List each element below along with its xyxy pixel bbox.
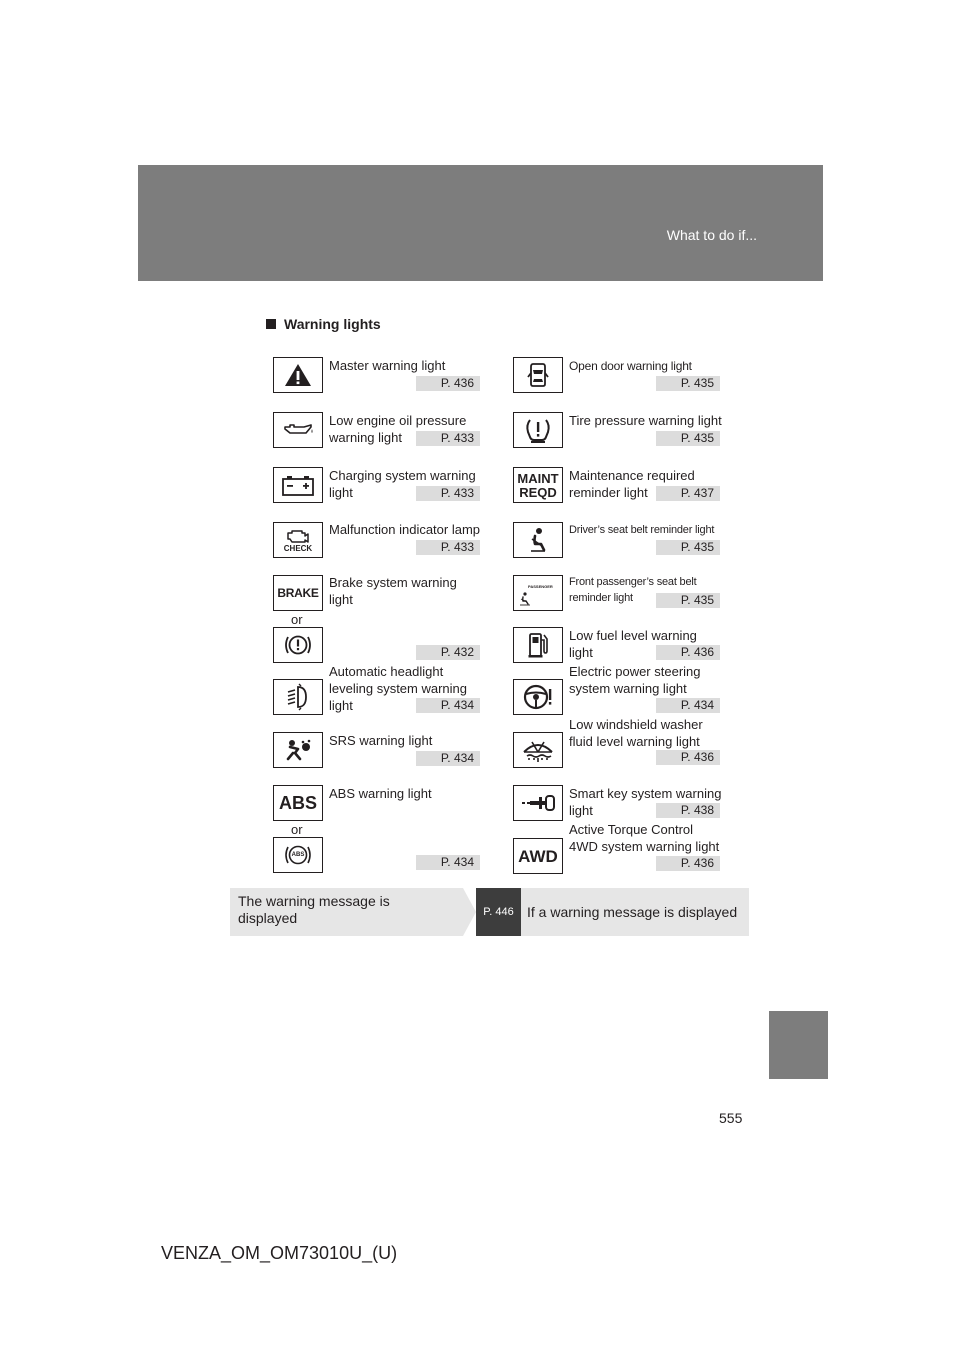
master-warning-triangle-icon: [273, 357, 323, 393]
awd-text-icon: [513, 838, 563, 874]
page-number: 555: [719, 1110, 743, 1126]
passenger-seatbelt-label: Front passenger’s seat belt reminder light: [569, 576, 697, 604]
active-torque-label: Active Torque Control 4WD system warning light: [569, 822, 720, 854]
headlight-leveling-icon: [273, 679, 323, 715]
header-title: What to do if...: [666, 227, 757, 243]
passenger-seatbelt-icon: [513, 575, 563, 611]
check-engine-icon-text: CHECK: [283, 543, 313, 553]
maint-reqd-icon: [513, 467, 563, 503]
srs-label: SRS warning light: [329, 733, 433, 748]
header-band: [138, 165, 823, 281]
headlight-leveling-ref[interactable]: P. 434: [416, 698, 480, 713]
or-label-abs: or: [291, 822, 303, 837]
washer-fluid-icon: [513, 732, 563, 768]
footer-code: VENZA_OM_OM73010U_(U): [161, 1243, 398, 1263]
active-torque-ref[interactable]: P. 436: [656, 856, 720, 871]
abs-circle-icon: [273, 837, 323, 873]
battery-icon: [273, 467, 323, 503]
brake-text-icon: [273, 575, 323, 611]
maint-reqd-icon-line1: MAINT: [517, 470, 559, 486]
master-warning-ref[interactable]: P. 436: [416, 376, 480, 391]
check-engine-icon: [273, 522, 323, 558]
passenger-seatbelt-ref[interactable]: P. 435: [656, 593, 720, 608]
brake-text-icon-text: BRAKE: [277, 586, 319, 600]
maint-reqd-icon-line2: REQD: [519, 484, 557, 500]
section-heading-text: Warning lights: [284, 316, 381, 332]
abs-text-icon: [273, 785, 323, 821]
power-steering-ref[interactable]: P. 434: [656, 698, 720, 713]
or-label-brake: or: [291, 612, 303, 627]
section-heading: [266, 316, 381, 332]
fuel-pump-icon: [513, 627, 563, 663]
low-fuel-ref[interactable]: P. 436: [656, 645, 720, 660]
message-action-text: If a warning message is displayed: [521, 888, 749, 936]
brake-circle-icon: [273, 627, 323, 663]
abs-ref[interactable]: P. 434: [416, 855, 480, 870]
awd-text-icon-text: AWD: [518, 846, 558, 866]
smart-key-ref[interactable]: P. 438: [656, 803, 720, 818]
tire-pressure-label: Tire pressure warning light: [569, 413, 722, 428]
maintenance-required-ref[interactable]: P. 437: [656, 486, 720, 501]
side-tab: [769, 1011, 828, 1079]
charging-system-label: Charging system warning light: [329, 468, 476, 500]
brake-system-label: Brake system warning light: [329, 575, 457, 607]
malfunction-indicator-label: Malfunction indicator lamp: [329, 522, 481, 537]
power-steering-icon: [513, 679, 563, 715]
oil-can-icon: [273, 412, 323, 448]
master-warning-label: Master warning light: [329, 358, 446, 373]
malfunction-indicator-ref[interactable]: P. 433: [416, 540, 480, 555]
driver-seatbelt-icon: [513, 522, 563, 558]
smart-key-icon: [513, 785, 563, 821]
square-bullet-icon: [266, 319, 276, 329]
abs-label: ABS warning light: [329, 786, 432, 801]
maintenance-required-label: Maintenance required reminder light: [569, 468, 695, 500]
tire-pressure-ref[interactable]: P. 435: [656, 431, 720, 446]
smart-key-label: Smart key system warning light: [569, 786, 722, 818]
srs-ref[interactable]: P. 434: [416, 751, 480, 766]
low-fuel-label: Low fuel level warning light: [569, 628, 697, 660]
abs-circle-icon-text: ABS: [291, 852, 305, 858]
washer-fluid-ref[interactable]: P. 436: [656, 750, 720, 765]
driver-seatbelt-label: Driver’s seat belt reminder light: [569, 524, 715, 536]
charging-system-ref[interactable]: P. 433: [416, 486, 480, 501]
oil-pressure-ref[interactable]: P. 433: [416, 431, 480, 446]
message-condition-box: [230, 888, 477, 936]
driver-seatbelt-ref[interactable]: P. 435: [656, 540, 720, 555]
open-door-label: Open door warning light: [569, 359, 692, 373]
power-steering-label: Electric power steering system warning light: [569, 664, 701, 696]
headlight-leveling-label: Automatic headlight leveling system warning light: [329, 664, 468, 713]
open-door-ref[interactable]: P. 435: [656, 376, 720, 391]
srs-airbag-icon: [273, 732, 323, 768]
message-ref[interactable]: P. 446: [476, 888, 521, 936]
message-condition-text: The warning message is displayed: [238, 893, 390, 926]
oil-pressure-label: Low engine oil pressure warning light: [329, 413, 467, 445]
abs-text-icon-text: ABS: [278, 793, 317, 813]
passenger-seatbelt-icon-text: PASSENGER: [528, 584, 553, 589]
washer-fluid-label: Low windshield washer fluid level warning light: [569, 717, 703, 749]
tire-pressure-icon: [513, 412, 563, 448]
brake-system-ref[interactable]: P. 432: [416, 645, 480, 660]
open-door-icon: [513, 357, 563, 393]
